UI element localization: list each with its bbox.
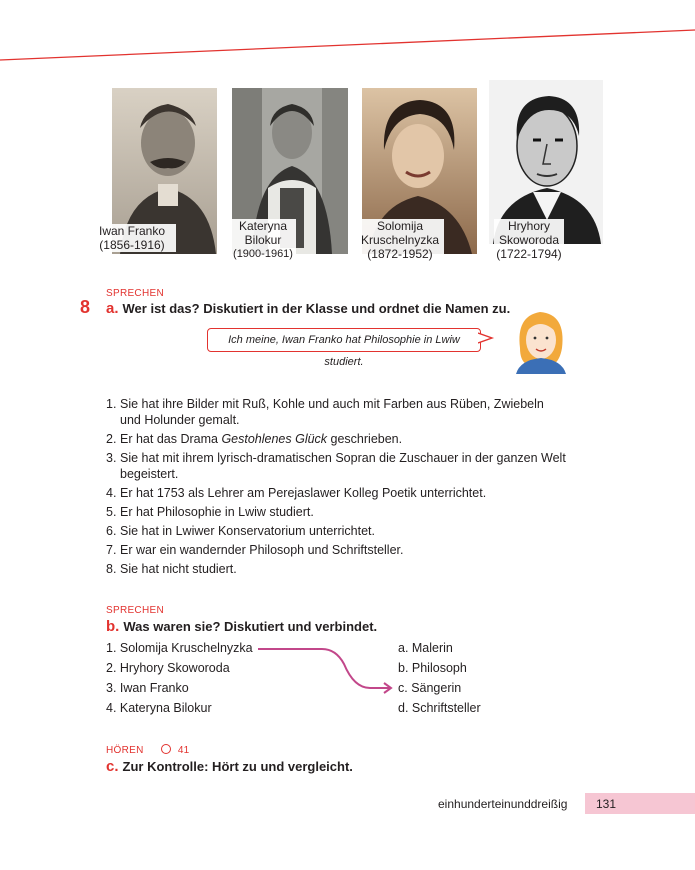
- match-left-item: 2. Hryhory Skoworoda: [106, 661, 230, 675]
- caption-name-line1: Hryhory: [507, 219, 550, 233]
- top-decorative-line: [0, 0, 695, 70]
- item-number: 4.: [106, 486, 117, 500]
- match-right-item: b. Philosoph: [398, 661, 467, 675]
- list-item: [106, 523, 566, 539]
- item-text-pre: Er hat das Drama: [120, 432, 222, 446]
- caption-name-line2: Kruschelnyzka: [360, 233, 440, 247]
- exercise-number: 8: [80, 297, 91, 317]
- list-item: [106, 431, 566, 447]
- match-left-item: 1. Solomija Kruschelnyzka: [106, 641, 253, 655]
- item-number: 2.: [106, 432, 117, 446]
- item-text-post: geschrieben.: [327, 432, 403, 446]
- caption-name-line1: Kateryna: [238, 219, 288, 233]
- page-number: 131: [596, 797, 617, 811]
- task-b: [106, 618, 377, 635]
- speech-bubble: [207, 328, 481, 368]
- task-instruction: Wer ist das? Diskutiert in der Klasse und ordnet die Namen zu.: [122, 301, 511, 316]
- list-item: [106, 485, 566, 501]
- skill-label-a: SPRECHEN: [106, 288, 164, 299]
- item-number: 7.: [106, 543, 117, 557]
- item-number: 1.: [106, 397, 117, 411]
- item-number: 6.: [106, 524, 117, 538]
- caption-name-line2: Bilokur: [244, 233, 282, 247]
- task-c: [106, 758, 353, 775]
- item-text-title: Gestohlenes Glück: [221, 432, 328, 446]
- task-a: [106, 300, 510, 317]
- girl-illustration: [510, 308, 572, 374]
- match-right-column: [398, 638, 481, 718]
- caption-name-line2: Skoworoda: [498, 233, 560, 247]
- match-left-item: 4. Kateryna Bilokur: [106, 701, 212, 715]
- list-item: [106, 504, 566, 520]
- item-text: Sie hat ihre Bilder mit Ruß, Kohle und auch mit Farben aus Rüben, Zwiebeln und Holunder gemalt.: [120, 397, 544, 427]
- list-item: [106, 396, 566, 428]
- caption-kateryna-bilokur: [230, 219, 296, 261]
- caption-name: Iwan Franko: [98, 224, 166, 238]
- item-text: Sie hat in Lwiwer Konservatorium unterrichtet.: [120, 524, 375, 538]
- match-right-item: d. Schriftsteller: [398, 701, 481, 715]
- task-instruction: Zur Kontrolle: Hört zu und vergleicht.: [122, 759, 353, 774]
- item-text: Er hat 1753 als Lehrer am Perejaslawer Kolleg Poetik unterrichtet.: [120, 486, 487, 500]
- match-right-item: c. Sängerin: [398, 681, 462, 695]
- skill-label-b: SPRECHEN: [106, 605, 164, 616]
- caption-iwan-franko: [88, 224, 176, 252]
- item-text: Er hat Philosophie in Lwiw studiert.: [120, 505, 314, 519]
- item-text: Sie hat mit ihrem lyrisch-dramatischen Sopran die Zuschauer in der ganzen Welt begeistert.: [120, 451, 566, 481]
- caption-years: (1856-1916): [99, 238, 165, 252]
- list-item: [106, 450, 566, 482]
- skill-label-c-text: HÖREN: [106, 745, 144, 756]
- item-text: Sie hat nicht studiert.: [120, 562, 237, 576]
- caption-hryhory-skoworoda: [494, 219, 564, 261]
- item-number: 3.: [106, 451, 117, 465]
- audio-track-icon[interactable]: [161, 744, 171, 754]
- match-left-item: 3. Iwan Franko: [106, 681, 189, 695]
- match-connector-arrow: [250, 640, 400, 700]
- list-item: [106, 542, 566, 558]
- page-number-words: einhunderteinunddreißig: [438, 797, 568, 811]
- statements-list: [106, 396, 566, 580]
- speech-bubble-text: Ich meine, Iwan Franko hat Philosophie in Lwiw studiert.: [228, 334, 460, 368]
- task-letter: b.: [106, 618, 120, 635]
- caption-years: (1900-1961): [233, 248, 293, 260]
- item-number: 8.: [106, 562, 117, 576]
- skill-label-c: [106, 743, 190, 756]
- caption-name-line1: Solomija: [376, 219, 424, 233]
- caption-years: (1872-1952): [367, 247, 433, 261]
- task-letter: c.: [106, 758, 119, 775]
- task-instruction: Was waren sie? Diskutiert und verbindet.: [123, 619, 378, 634]
- match-left-column: [106, 638, 253, 718]
- audio-track-number: 41: [177, 745, 190, 756]
- match-right-item: a. Malerin: [398, 641, 453, 655]
- list-item: [106, 561, 566, 577]
- item-text: Er war ein wandernder Philosoph und Schriftsteller.: [120, 543, 404, 557]
- task-letter: a.: [106, 300, 119, 317]
- item-number: 5.: [106, 505, 117, 519]
- caption-years: (1722-1794): [496, 247, 562, 261]
- caption-solomija-kruschelnyzka: [356, 219, 444, 261]
- speech-bubble-tail: [478, 330, 498, 346]
